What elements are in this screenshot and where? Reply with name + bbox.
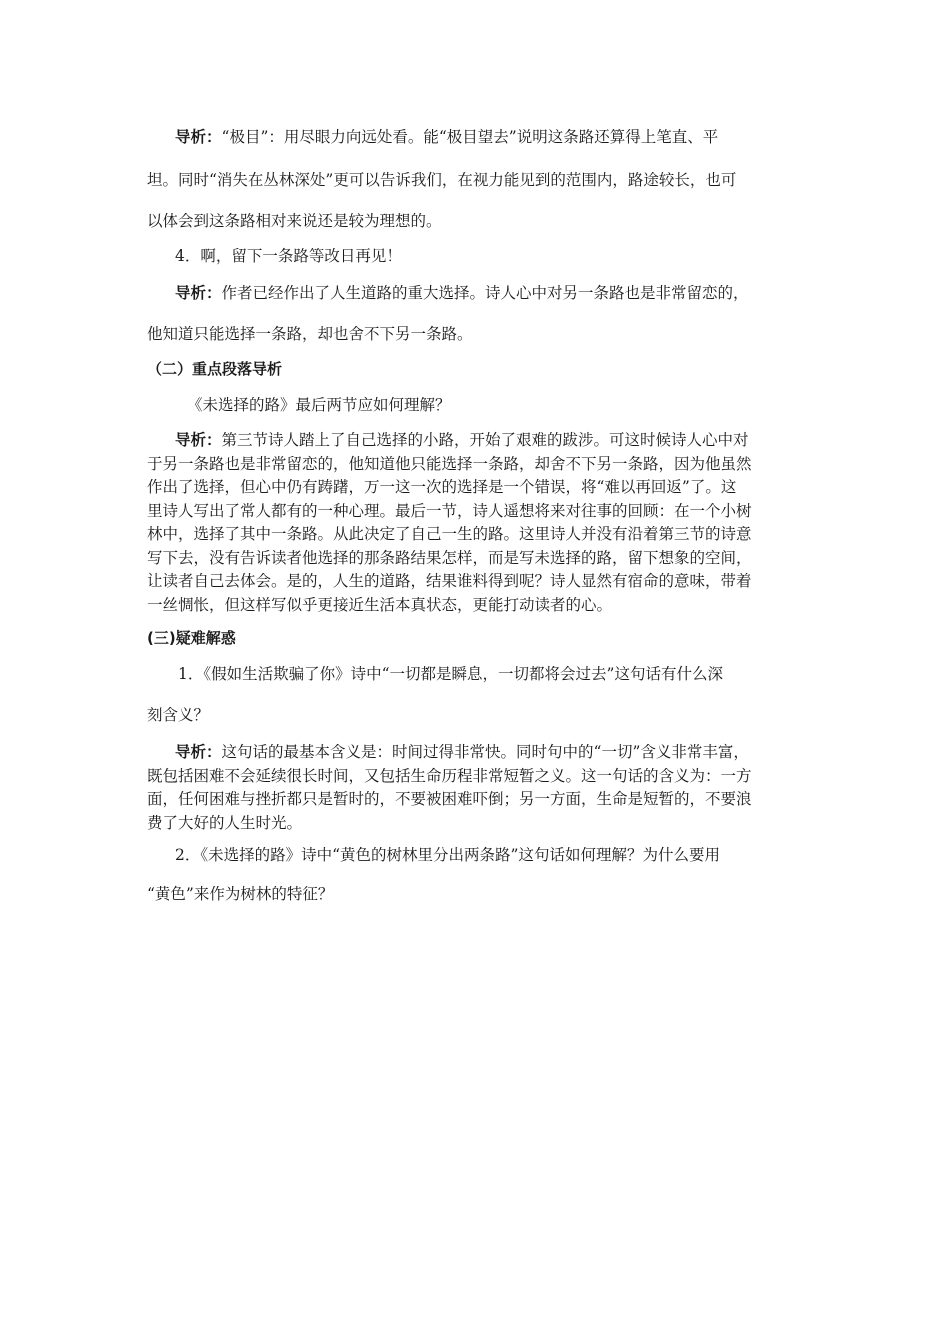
analysis-label: 导析： [175, 743, 222, 761]
question-1-analysis-line-2: 既包括困难不会延续很长时间，又包括生命历程非常短暂之义。这一句话的含义为：一方 [147, 766, 752, 785]
section-2-analysis-line-3: 作出了选择，但心中仍有踌躇，万一这一次的选择是一个错误，将“难以再回返”了。这 [147, 478, 737, 496]
analysis-label: 导析： [175, 128, 222, 146]
section-2-analysis-line-7: 让读者自己去体会。是的，人生的道路，结果谁料得到呢？诗人显然有宿命的意味，带着 [147, 572, 752, 590]
question-1-analysis-text-1: 这句话的最基本含义是：时间过得非常快。同时句中的“一切”含义非常丰富， [221, 743, 749, 761]
paragraph-2-line-2: 他知道只能选择一条路，却也舍不下另一条路。 [147, 325, 473, 343]
analysis-label: 导析： [175, 431, 222, 449]
section-2-heading: （二）重点段落导析 [147, 360, 283, 378]
question-2-line-1: 2．《未选择的路》诗中“黄色的树林里分出两条路”这句话如何理解？为什么要用 [175, 846, 720, 864]
question-1-analysis [147, 741, 807, 835]
section-2-analysis-line-2: 于另一条路也是非常留恋的，他知道他只能选择一条路，却舍不下另一条路，因为他虽然 [147, 454, 752, 473]
section-2-analysis-text-1: 第三节诗人踏上了自己选择的小路，开始了艰难的跋涉。可这时候诗人心中对 [221, 431, 749, 449]
question-1-analysis-line-1 [147, 741, 807, 765]
section-2-analysis-line-8: 一丝惆怅，但这样写似乎更接近生活本真状态，更能打动读者的心。 [147, 595, 613, 614]
section-2-analysis-line-5: 林中，选择了其中一条路。从此决定了自己一生的路。这里诗人并没有沿着第三节的诗意 [147, 525, 752, 543]
item-4: 4．啊，留下一条路等改日再见！ [175, 247, 402, 265]
paragraph-1-line-3: 以体会到这条路相对来说还是较为理想的。 [147, 212, 442, 230]
paragraph-1-text-1: “极目”：用尽眼力向远处看。能“极目望去”说明这条路还算得上笔直、平 [221, 128, 719, 146]
paragraph-2-line-1 [175, 283, 749, 303]
section-2-analysis-line-1 [147, 429, 807, 453]
question-1-line-2: 刻含义？ [147, 706, 210, 724]
section-2-analysis-line-4: 里诗人写出了常人都有的一种心理。最后一节，诗人遥想将来对往事的回顾：在一个小树 [147, 501, 752, 520]
section-2-analysis [147, 429, 807, 617]
question-1-line-1: 1．《假如生活欺骗了你》诗中“一切都是瞬息，一切都将会过去”这句话有什么深 [178, 665, 723, 683]
section-3-heading: (三)疑难解惑 [147, 629, 236, 647]
paragraph-1-line-2: 坦。同时“消失在丛林深处”更可以告诉我们，在视力能见到的范围内，路途较长，也可 [147, 171, 737, 189]
section-2-question: 《未选择的路》最后两节应如何理解？ [187, 396, 451, 414]
paragraph-1-line-1 [175, 127, 718, 147]
question-1-analysis-line-3: 面，任何困难与挫折都只是暂时的，不要被困难吓倒；另一方面，生命是短暂的，不要浪 [147, 790, 752, 808]
paragraph-2-text-1: 作者已经作出了人生道路的重大选择。诗人心中对另一条路也是非常留恋的， [221, 284, 749, 302]
analysis-label: 导析： [175, 284, 222, 302]
question-1-analysis-line-4: 费了大好的人生时光。 [147, 813, 303, 832]
question-2-line-2: “黄色”来作为树林的特征？ [147, 885, 334, 903]
section-2-analysis-line-6: 写下去，没有告诉读者他选择的那条路结果怎样，而是写未选择的路，留下想象的空间， [147, 548, 752, 567]
